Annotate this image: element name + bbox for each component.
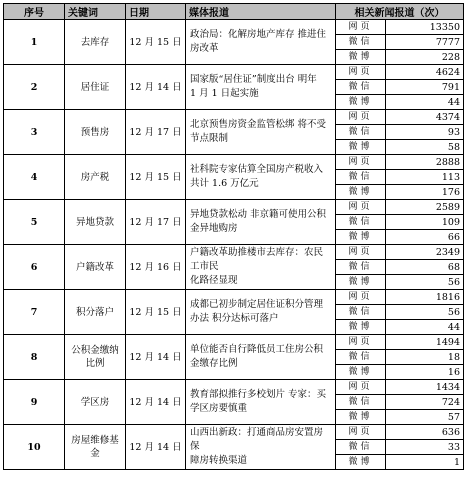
source-label: 网页 [336,290,386,305]
headline-line: 障房转换渠道 [190,455,248,466]
row-keyword: 预售房 [65,110,126,155]
headline-line: 单位能否自行降低员工住房公积 [190,344,324,355]
headline-line: 化路径显现 [190,275,238,286]
table-row [4,380,464,395]
row-headline [186,155,336,200]
row-date: 12 月 14 日 [126,425,186,470]
row-date: 12 月 15 日 [126,290,186,335]
source-label: 微博 [336,410,386,425]
row-date: 12 月 14 日 [126,335,186,380]
source-label: 微博 [336,320,386,335]
row-keyword: 房屋维修基金 [65,425,126,470]
table-row [4,335,464,350]
row-number: 7 [4,290,65,335]
report-count: 176 [386,185,464,200]
source-label: 微博 [336,275,386,290]
source-label: 网页 [336,155,386,170]
row-headline [186,290,336,335]
source-label: 微信 [336,35,386,50]
headline-line: 房改革 [190,43,219,54]
report-count: 93 [386,125,464,140]
table-body [4,20,464,470]
row-number: 6 [4,245,65,290]
headline-line: 金缴存比例 [190,358,238,369]
report-count: 56 [386,275,464,290]
row-number: 5 [4,200,65,245]
table-row [4,65,464,80]
headline-line: 政治局：化解房地产库存 推进住 [190,29,327,40]
table-row [4,425,464,440]
table-row [4,200,464,215]
source-label: 微信 [336,440,386,455]
header-media: 媒体报道 [186,4,336,20]
row-keyword: 居住证 [65,65,126,110]
report-count: 1494 [386,335,464,350]
header-seq: 序号 [4,4,65,20]
source-label: 网页 [336,380,386,395]
source-label: 微博 [336,95,386,110]
report-count: 4374 [386,110,464,125]
report-count: 2589 [386,200,464,215]
source-label: 微博 [336,455,386,470]
headline-line: 节点限制 [190,133,229,144]
row-number: 2 [4,65,65,110]
source-label: 微信 [336,260,386,275]
table-row [4,155,464,170]
header-date: 日期 [126,4,186,20]
report-count: 113 [386,170,464,185]
row-headline [186,380,336,425]
row-headline [186,20,336,65]
report-count: 7777 [386,35,464,50]
report-count: 228 [386,50,464,65]
row-keyword: 公积金缴纳比例 [65,335,126,380]
source-label: 网页 [336,20,386,35]
headline-line: 户籍改革助推楼市去库存：农民工市民 [190,247,324,272]
row-date: 12 月 17 日 [126,200,186,245]
report-count: 1816 [386,290,464,305]
report-count: 57 [386,410,464,425]
row-number: 4 [4,155,65,200]
report-count: 66 [386,230,464,245]
row-headline [186,200,336,245]
source-label: 微博 [336,50,386,65]
headline-line: 金异地购房 [190,223,238,234]
headline-line: 国家版“居住证”制度出台 明年 [190,74,317,85]
source-label: 微信 [336,395,386,410]
news-report-table-container [3,3,464,470]
report-count: 58 [386,140,464,155]
row-keyword: 积分落户 [65,290,126,335]
source-label: 网页 [336,200,386,215]
report-count: 724 [386,395,464,410]
news-report-table [3,3,464,470]
source-label: 微博 [336,230,386,245]
headline-line: 共计 1.6 万亿元 [190,178,259,189]
row-headline [186,425,336,470]
header-keyword: 关键词 [65,4,126,20]
source-label: 微信 [336,215,386,230]
report-count: 44 [386,95,464,110]
source-label: 网页 [336,335,386,350]
source-label: 微信 [336,125,386,140]
report-count: 1434 [386,380,464,395]
headline-line: 山西出新政：打通商品房安置房保 [190,427,324,452]
row-date: 12 月 14 日 [126,380,186,425]
report-count: 68 [386,260,464,275]
row-keyword: 户籍改革 [65,245,126,290]
row-headline [186,110,336,155]
row-date: 12 月 14 日 [126,65,186,110]
row-date: 12 月 16 日 [126,245,186,290]
row-headline [186,335,336,380]
report-count: 2349 [386,245,464,260]
row-keyword: 房产税 [65,155,126,200]
report-count: 56 [386,305,464,320]
row-number: 8 [4,335,65,380]
report-count: 4624 [386,65,464,80]
header-count: 相关新闻报道（次） [336,4,464,20]
source-label: 微博 [336,140,386,155]
row-number: 3 [4,110,65,155]
table-row [4,290,464,305]
row-date: 12 月 15 日 [126,155,186,200]
report-count: 18 [386,350,464,365]
source-label: 网页 [336,245,386,260]
headline-line: 办法 积分达标可落户 [190,313,279,324]
source-label: 微博 [336,185,386,200]
source-label: 微信 [336,80,386,95]
source-label: 网页 [336,110,386,125]
report-count: 16 [386,365,464,380]
headline-line: 成都已初步制定居住证积分管理 [190,299,324,310]
report-count: 2888 [386,155,464,170]
report-count: 13350 [386,20,464,35]
table-row [4,20,464,35]
source-label: 网页 [336,425,386,440]
row-number: 1 [4,20,65,65]
source-label: 微信 [336,305,386,320]
row-number: 9 [4,380,65,425]
row-keyword: 去库存 [65,20,126,65]
row-headline [186,245,336,290]
header-row [4,4,464,20]
row-date: 12 月 15 日 [126,20,186,65]
report-count: 33 [386,440,464,455]
report-count: 636 [386,425,464,440]
headline-line: 异地贷款松动 非京籍可使用公积 [190,209,327,220]
row-date: 12 月 17 日 [126,110,186,155]
report-count: 1 [386,455,464,470]
row-keyword: 学区房 [65,380,126,425]
source-label: 网页 [336,65,386,80]
row-number: 10 [4,425,65,470]
source-label: 微信 [336,170,386,185]
headline-line: 学区房要慎重 [190,403,248,414]
source-label: 微博 [336,365,386,380]
headline-line: 1 月 1 日起实施 [190,88,259,99]
report-count: 44 [386,320,464,335]
source-label: 微信 [336,350,386,365]
table-row [4,110,464,125]
table-row [4,245,464,260]
report-count: 109 [386,215,464,230]
headline-line: 社科院专家估算全国房产税收入 [190,164,324,175]
row-headline [186,65,336,110]
headline-line: 北京预售房资金监管松绑 将不受 [190,119,327,130]
headline-line: 教育部拟推行多校划片 专家：买 [190,389,327,400]
row-keyword: 异地贷款 [65,200,126,245]
report-count: 791 [386,80,464,95]
